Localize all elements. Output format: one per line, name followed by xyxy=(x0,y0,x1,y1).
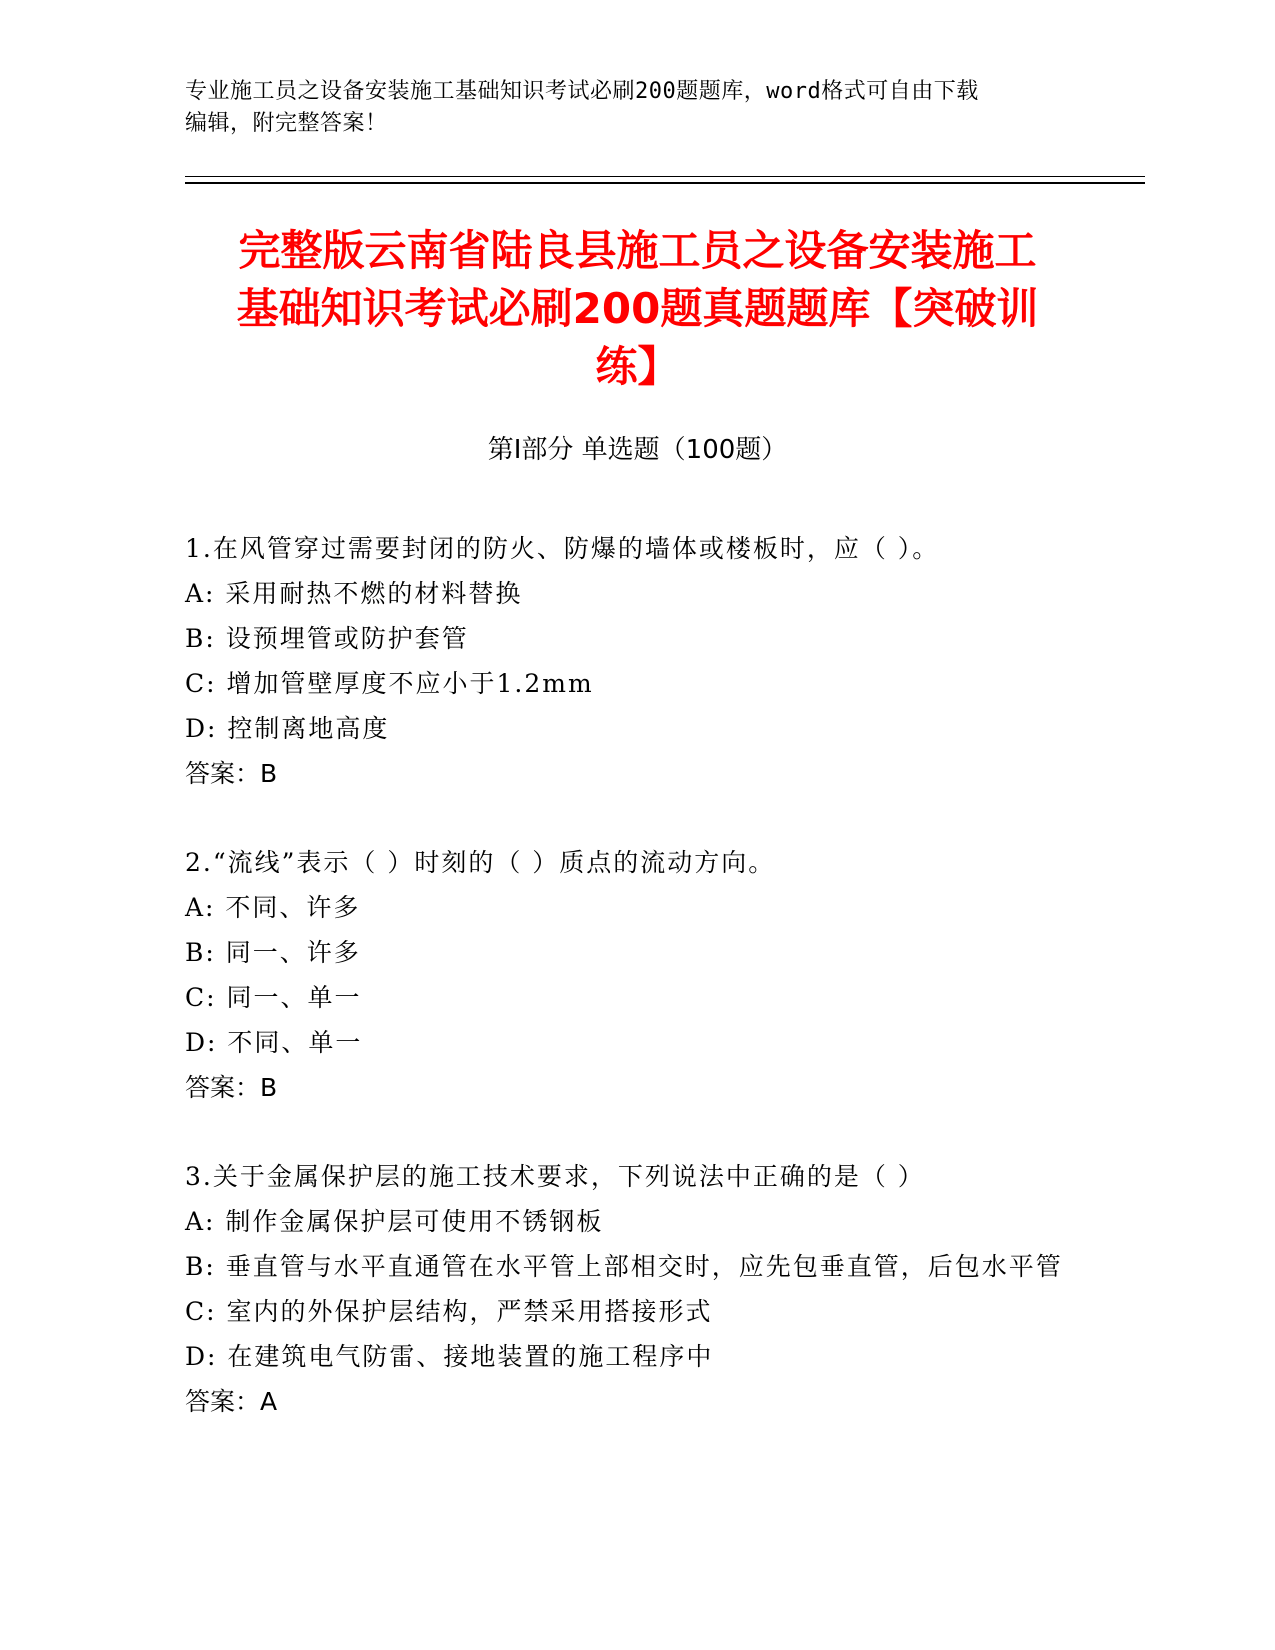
document-title xyxy=(185,222,1090,396)
header-note xyxy=(185,76,1085,140)
option-c: C: 增加管壁厚度不应小于1.2mm xyxy=(185,669,594,698)
option-a: A: 不同、许多 xyxy=(185,893,361,922)
answer-line: 答案：A xyxy=(185,1387,278,1416)
document-title-line-1: 完整版云南省陆良县施工员之设备安装施工 xyxy=(238,226,1037,275)
section-heading: 第I部分 单选题（100题） xyxy=(487,435,788,465)
document-title-line-2: 基础知识考试必刷200题真题题库【突破训 xyxy=(236,284,1039,333)
question-item xyxy=(185,526,1065,796)
option-b: B: 同一、许多 xyxy=(185,938,361,967)
option-a: A: 采用耐热不燃的材料替换 xyxy=(185,579,523,608)
header-note-line-1: 专业施工员之设备安装施工基础知识考试必刷200题题库，word格式可自由下载 xyxy=(185,79,979,104)
answer-line: 答案：B xyxy=(185,1073,278,1102)
question-item xyxy=(185,1154,1065,1424)
option-a: A: 制作金属保护层可使用不锈钢板 xyxy=(185,1207,604,1236)
question-item xyxy=(185,840,1065,1110)
option-c: C: 室内的外保护层结构，严禁采用搭接形式 xyxy=(185,1297,713,1326)
option-c: C: 同一、单一 xyxy=(185,983,362,1012)
question-stem: 1.在风管穿过需要封闭的防火、防爆的墙体或楼板时，应（ ）。 xyxy=(185,534,940,563)
question-stem: 2.“流线”表示（ ）时刻的（ ）质点的流动方向。 xyxy=(185,848,776,877)
header-divider-thin xyxy=(185,176,1145,177)
question-stem: 3.关于金属保护层的施工技术要求，下列说法中正确的是（ ） xyxy=(185,1162,925,1191)
header-divider-thick xyxy=(185,182,1145,184)
header-note-line-2: 编辑，附完整答案！ xyxy=(185,111,388,136)
option-b: B: 设预埋管或防护套管 xyxy=(185,624,469,653)
option-d: D: 不同、单一 xyxy=(185,1028,363,1057)
document-title-line-3: 练】 xyxy=(595,342,680,391)
answer-line: 答案：B xyxy=(185,759,278,788)
question-list xyxy=(185,526,1065,1468)
option-d: D: 在建筑电气防雷、接地装置的施工程序中 xyxy=(185,1342,714,1371)
option-d: D: 控制离地高度 xyxy=(185,714,390,743)
option-b: B: 垂直管与水平直通管在水平管上部相交时，应先包垂直管，后包水平管 xyxy=(185,1252,1063,1281)
